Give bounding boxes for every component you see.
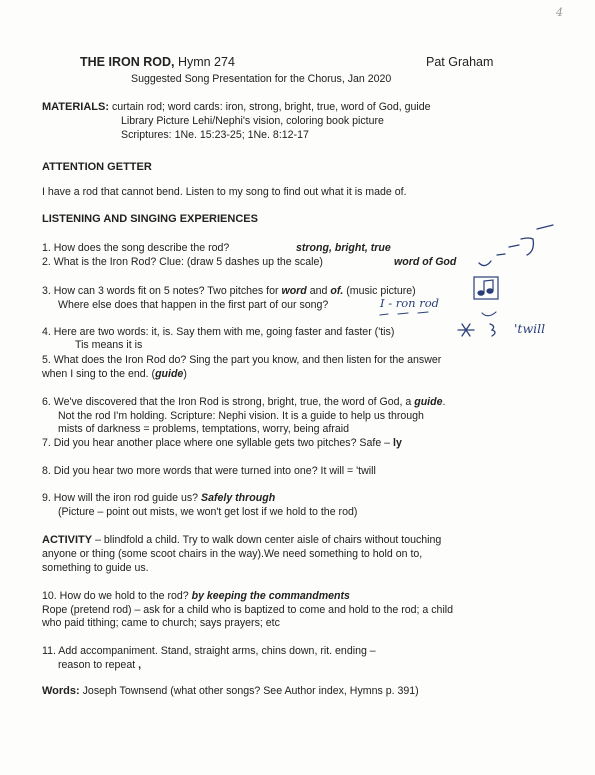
question-5-line-2 (42, 368, 187, 381)
handwritten-asterisk (456, 320, 506, 340)
question-10-line-3: who paid tithing; came to church; says prayers; etc (42, 617, 280, 629)
activity-label: ACTIVITY (42, 534, 93, 546)
answer-1: strong, bright, true (296, 242, 391, 254)
question-11-line-2 (58, 659, 141, 672)
handwritten-dashes-scale (475, 225, 565, 275)
question-4-line-2: Tis means it is (75, 339, 143, 351)
question-6-line-2: Not the rod I'm holding. Scripture: Nephi vision. It is a guide to help us through (58, 410, 424, 422)
q3-text-c: (music picture) (343, 285, 416, 297)
question-9-line-1 (42, 492, 275, 505)
q3-word: word (281, 285, 307, 297)
question-10-line-1 (42, 590, 350, 603)
question-2: 2. What is the Iron Rod? Clue: (draw 5 dashes up the scale) (42, 256, 323, 268)
words-text: Joseph Townsend (what other songs? See Author index, Hymns p. 391) (79, 685, 419, 697)
handwritten-twill: 'twill (514, 321, 546, 336)
page-title (80, 56, 235, 69)
q6-text-b: . (442, 396, 446, 408)
listening-heading: LISTENING AND SINGING EXPERIENCES (42, 213, 258, 225)
question-3-line-2: Where else does that happen in the first part of our song? (58, 299, 329, 311)
q3-of: of. (330, 285, 344, 297)
activity-line-2: anyone or thing (some scoot chairs in the way).We need something to hold on to, (42, 548, 423, 560)
hymn-number: Hymn 274 (177, 55, 235, 69)
attention-text: I have a rod that cannot bend. Listen to my song to find out what it is made of. (42, 186, 407, 198)
materials-line-1 (42, 101, 431, 114)
q11-punct-mark: , (135, 659, 142, 671)
music-note-sketch (473, 276, 501, 302)
activity-line-3: something to guide us. (42, 562, 149, 574)
activity-line-1 (42, 534, 441, 547)
q5-text-a: when I sing to the end. ( (42, 368, 156, 380)
question-4-line-1: 4. Here are two words: it, is. Say them with me, going faster and faster ('tis) (42, 326, 395, 338)
q9-answer: Safely through (201, 492, 276, 504)
handwritten-iron-rod: I - ron rod (380, 296, 440, 310)
answer-2: word of God (394, 256, 457, 268)
q11-text: reason to repeat (58, 659, 136, 671)
q10-text: 10. How do we hold to the rod? (42, 590, 192, 602)
question-7 (42, 437, 402, 450)
q7-answer: ly (393, 437, 402, 449)
question-3-line-1 (42, 285, 416, 298)
subtitle: Suggested Song Presentation for the Chorus, Jan 2020 (131, 73, 392, 85)
words-line (42, 685, 419, 698)
question-10-line-2: Rope (pretend rod) – ask for a child who is baptized to come and hold to the rod; a child (42, 604, 454, 616)
question-5-line-1: 5. What does the Iron Rod do? Sing the part you know, and then listen for the answer (42, 354, 442, 366)
question-1: 1. How does the song describe the rod? (42, 242, 230, 254)
words-label: Words: (42, 685, 80, 697)
q3-text-a: 3. How can 3 words fit on 5 notes? Two pitches for (42, 285, 282, 297)
question-6-line-3: mists of darkness = problems, temptations, worry, being afraid (58, 423, 349, 435)
question-9-line-2: (Picture – point out mists, we won't get lost if we hold to the rod) (58, 506, 358, 518)
question-8: 8. Did you hear two more words that were turned into one? It will = 'twill (42, 465, 376, 477)
materials-line-3: Scriptures: 1Ne. 15:23-25; 1Ne. 8:12-17 (121, 129, 309, 141)
q3-text-b: and (306, 285, 331, 297)
q7-text: 7. Did you hear another place where one syllable gets two pitches? Safe – (42, 437, 393, 449)
q6-answer: guide (414, 396, 443, 408)
author-name: Pat Graham (426, 55, 494, 69)
activity-text-1: – blindfold a child. Try to walk down center aisle of chairs without touching (92, 534, 442, 546)
attention-heading: ATTENTION GETTER (42, 161, 152, 173)
song-title: THE IRON ROD, (80, 55, 175, 69)
question-6-line-1 (42, 396, 445, 409)
q5-text-b: ) (183, 368, 187, 380)
q5-answer: guide (155, 368, 184, 380)
materials-label: MATERIALS: (42, 101, 110, 113)
materials-line-2: Library Picture Lehi/Nephi's vision, coloring book picture (121, 115, 384, 127)
corner-pencil-mark: 4 (556, 6, 563, 19)
question-11-line-1: 11. Add accompaniment. Stand, straight arms, chins down, rit. ending – (42, 645, 376, 657)
q10-answer: by keeping the commandments (191, 590, 350, 602)
q9-text: 9. How will the iron rod guide us? (42, 492, 201, 504)
q6-text-a: 6. We've discovered that the Iron Rod is strong, bright, true, the word of God, a (42, 396, 415, 408)
materials-text-1: curtain rod; word cards: iron, strong, bright, true, word of God, guide (111, 101, 431, 113)
